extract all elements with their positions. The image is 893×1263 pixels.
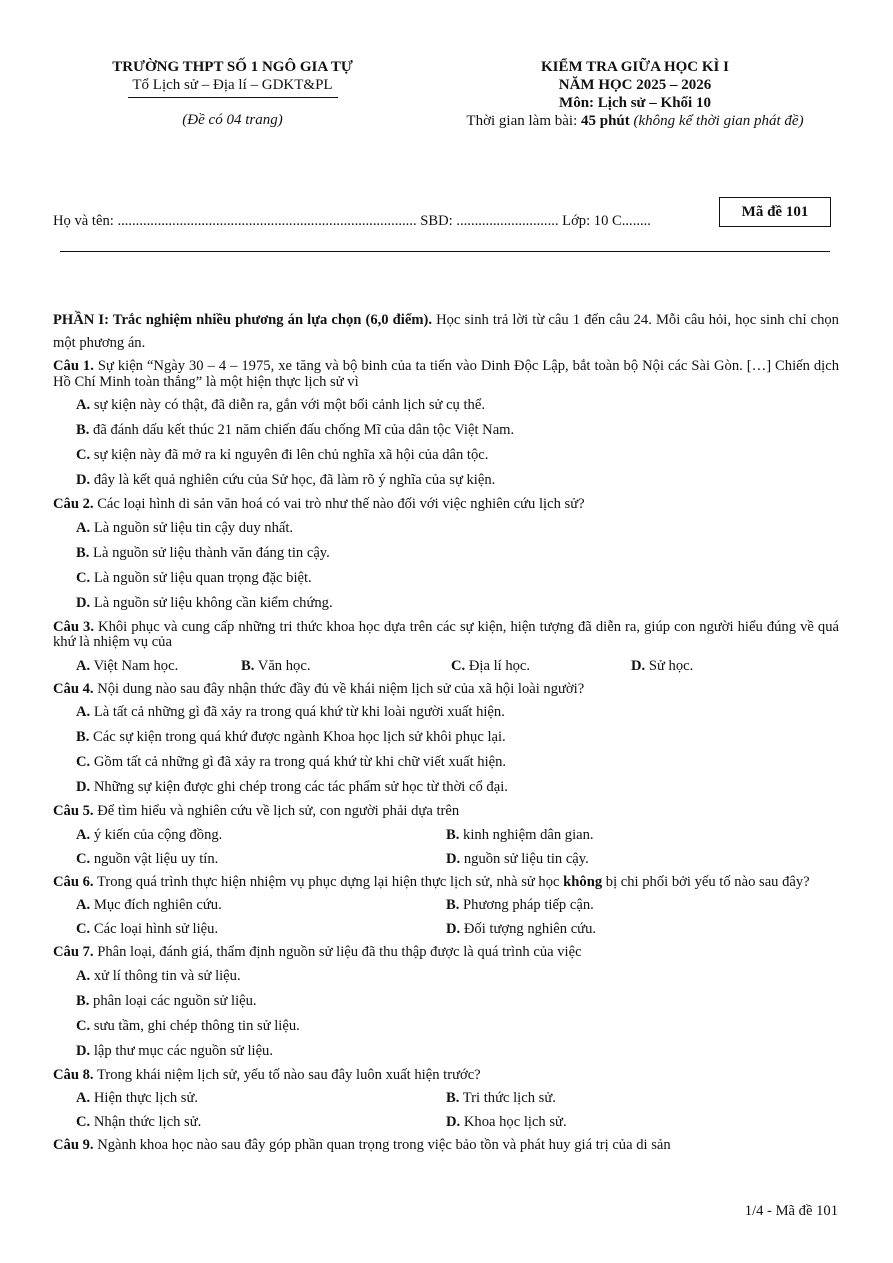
option-text: ý kiến của cộng đồng. xyxy=(93,826,223,843)
option-5b xyxy=(446,823,594,847)
question-label: Câu 9. xyxy=(53,1137,94,1153)
option-3b xyxy=(241,654,451,678)
exam-content xyxy=(53,309,839,1157)
option-key: B. xyxy=(76,422,90,438)
part1-heading xyxy=(53,309,839,355)
option-key: C. xyxy=(76,754,91,770)
option-5a xyxy=(76,823,446,847)
option-8d xyxy=(446,1110,567,1134)
option-7b xyxy=(76,989,839,1014)
option-text: Tri thức lịch sử. xyxy=(462,1090,556,1106)
question-text: Sự kiện “Ngày 30 – 4 – 1975, xe tăng và bộ binh của ta tiến vào Dinh Độc Lập, bắt toàn bộ Nội các Sài Gòn. […] Chiến dịch Hồ Chí Minh toàn thắng” là một hiện thực lịch sử vì xyxy=(53,358,839,390)
option-text: Mục đích nghiên cứu. xyxy=(93,897,222,913)
option-2b xyxy=(76,541,839,566)
option-text: kinh nghiệm dân gian. xyxy=(463,826,594,843)
option-text: Đối tượng nghiên cứu. xyxy=(463,921,597,937)
question-9 xyxy=(53,1134,839,1157)
option-2a xyxy=(76,516,839,541)
header-separator xyxy=(60,251,830,252)
option-key: C. xyxy=(76,921,91,937)
option-key: A. xyxy=(76,397,91,413)
option-3a xyxy=(76,654,241,678)
option-4c xyxy=(76,750,839,775)
option-text: Hiện thực lịch sử. xyxy=(93,1090,199,1106)
option-key: A. xyxy=(76,1090,91,1106)
options-row-6a xyxy=(76,893,839,917)
question-text: Khôi phục và cung cấp những tri thức khoa học dựa trên các sự kiện, hiện tượng đã diễn ra, giúp con người hiểu đúng về quá khứ là nhiệm vụ của xyxy=(53,618,839,650)
option-1d xyxy=(76,468,839,493)
option-text: lập thư mục các nguồn sử liệu. xyxy=(93,1042,274,1059)
option-key: D. xyxy=(446,850,461,867)
option-1b xyxy=(76,418,839,443)
time-label: Thời gian làm bài: xyxy=(466,113,578,129)
option-key: D. xyxy=(446,1114,461,1130)
option-text: đã đánh dấu kết thúc 21 năm chiến đấu chống Mĩ của dân tộc Việt Nam. xyxy=(93,422,515,438)
option-key: B. xyxy=(76,992,90,1009)
option-text: sự kiện này đã mở ra kỉ nguyên đi lên chủ nghĩa xã hội của dân tộc. xyxy=(93,447,489,463)
option-7d xyxy=(76,1039,839,1064)
options-row-8b xyxy=(76,1110,839,1134)
option-key: B. xyxy=(446,897,460,913)
option-5d xyxy=(446,847,589,871)
school-name: TRƯỜNG THPT SỐ 1 NGÔ GIA TỰ xyxy=(112,59,353,75)
option-key: C. xyxy=(451,657,466,674)
subject: Môn: Lịch sử – Khối 10 xyxy=(559,95,711,111)
option-6b xyxy=(446,893,594,917)
option-1c xyxy=(76,443,839,468)
option-4d xyxy=(76,775,839,800)
question-5 xyxy=(53,800,839,823)
header-right xyxy=(420,58,850,130)
option-4a xyxy=(76,700,839,725)
options-row-5a xyxy=(76,823,839,847)
exam-code-box: Mã đề 101 xyxy=(719,197,831,227)
option-key: D. xyxy=(631,657,646,674)
option-text: Văn học. xyxy=(257,657,311,674)
question-4 xyxy=(53,678,839,701)
option-6a xyxy=(76,893,446,917)
question-label: Câu 7. xyxy=(53,944,94,960)
options-row-6b xyxy=(76,917,839,941)
option-text: Là nguồn sử liệu không cần kiểm chứng. xyxy=(93,594,333,611)
question-label: Câu 6. xyxy=(53,873,94,890)
option-6d xyxy=(446,917,596,941)
option-text: đây là kết quả nghiên cứu của Sử học, đã làm rõ ý nghĩa của sự kiện. xyxy=(93,472,496,488)
option-key: A. xyxy=(76,967,91,984)
exam-title: KIỂM TRA GIỮA HỌC KÌ I xyxy=(541,59,729,75)
question-text: Ngành khoa học nào sau đây góp phần quan trọng trong việc bảo tồn và phát huy giá trị của di sản xyxy=(97,1137,671,1153)
option-key: B. xyxy=(76,544,90,561)
page-footer: 1/4 - Mã đề 101 xyxy=(744,1203,838,1219)
question-6 xyxy=(53,871,839,894)
option-8a xyxy=(76,1086,446,1110)
option-text: Các loại hình sử liệu. xyxy=(93,921,219,937)
option-text: sự kiện này có thật, đã diễn ra, gắn với một bối cảnh lịch sử cụ thể. xyxy=(93,397,485,413)
part1-title: PHẦN I: Trắc nghiệm nhiều phương án lựa chọn (6,0 điểm). xyxy=(53,312,432,328)
question-label: Câu 2. xyxy=(53,496,94,512)
option-text: Những sự kiện được ghi chép trong các tác phẩm sử học từ thời cổ đại. xyxy=(93,779,508,795)
option-6c xyxy=(76,917,446,941)
option-key: D. xyxy=(76,472,91,488)
department-name: Tổ Lịch sử – Địa lí – GDKT&PL xyxy=(132,77,333,93)
student-info-line: Họ và tên: .................................................................................. SBD: ............................ Lớp: 10 C........ xyxy=(53,213,651,229)
time-note: (không kể thời gian phát đề) xyxy=(633,113,804,129)
option-key: B. xyxy=(446,826,460,843)
option-3c xyxy=(451,654,631,678)
header-left xyxy=(60,58,405,129)
options-row-5b xyxy=(76,847,839,871)
question-text-after: bị chi phối bởi yếu tố nào sau đây? xyxy=(605,873,810,890)
question-8 xyxy=(53,1064,839,1087)
option-text: Là nguồn sử liệu tin cậy duy nhất. xyxy=(93,519,294,536)
option-key: A. xyxy=(76,519,91,536)
option-text: phân loại các nguồn sử liệu. xyxy=(93,992,257,1009)
option-key: A. xyxy=(76,657,91,674)
time-value: 45 phút xyxy=(581,113,630,129)
option-text: Gồm tất cả những gì đã xảy ra trong quá khứ từ khi chữ viết xuất hiện. xyxy=(93,754,507,770)
option-text: sưu tầm, ghi chép thông tin sử liệu. xyxy=(93,1017,300,1034)
option-key: D. xyxy=(76,594,91,611)
option-key: D. xyxy=(446,921,461,937)
option-text: Sử học. xyxy=(648,657,694,674)
school-year: NĂM HỌC 2025 – 2026 xyxy=(558,77,712,93)
question-text-emphasis: không xyxy=(563,873,603,890)
option-text: Phương pháp tiếp cận. xyxy=(463,897,594,913)
question-label: Câu 3. xyxy=(53,618,94,635)
option-7c xyxy=(76,1014,839,1039)
option-text: Địa lí học. xyxy=(468,657,531,674)
option-key: C. xyxy=(76,1017,91,1034)
option-text: Là tất cả những gì đã xảy ra trong quá khứ từ khi loài người xuất hiện. xyxy=(93,704,505,720)
question-label: Câu 4. xyxy=(53,680,94,697)
option-key: B. xyxy=(446,1090,460,1106)
options-row-8a xyxy=(76,1086,839,1110)
question-1 xyxy=(53,355,839,393)
option-4b xyxy=(76,725,839,750)
option-text: Khoa học lịch sử. xyxy=(463,1114,567,1130)
question-text: Các loại hình di sản văn hoá có vai trò như thế nào đối với việc nghiên cứu lịch sử? xyxy=(97,496,585,512)
question-text: Trong khái niệm lịch sử, yếu tố nào sau đây luôn xuất hiện trước? xyxy=(96,1066,481,1083)
header-underline xyxy=(128,97,338,98)
part1-instruction: Học sinh trả lời từ câu 1 đến câu 24. Mỗi câu hỏi, học sinh chỉ chọn một phương án. xyxy=(53,312,839,351)
question-text: Nội dung nào sau đây nhận thức đầy đủ về khái niệm lịch sử của xã hội loài người? xyxy=(97,680,585,697)
option-2c xyxy=(76,566,839,591)
option-3d xyxy=(631,654,693,678)
option-key: C. xyxy=(76,1114,91,1130)
question-text-before: Trong quá trình thực hiện nhiệm vụ phục dựng lại hiện thực lịch sử, nhà sử học xyxy=(96,873,560,890)
option-text: Nhận thức lịch sử. xyxy=(93,1114,202,1130)
option-8b xyxy=(446,1086,556,1110)
question-label: Câu 5. xyxy=(53,803,94,819)
option-text: Là nguồn sử liệu quan trọng đặc biệt. xyxy=(93,569,312,586)
option-7a xyxy=(76,964,839,989)
option-key: D. xyxy=(76,779,91,795)
question-3 xyxy=(53,616,839,654)
question-7 xyxy=(53,941,839,964)
question-2 xyxy=(53,493,839,516)
question-text: Để tìm hiểu và nghiên cứu về lịch sử, con người phải dựa trên xyxy=(97,803,460,819)
option-key: B. xyxy=(76,729,90,745)
option-text: nguồn vật liệu uy tín. xyxy=(93,850,219,867)
option-key: C. xyxy=(76,569,91,586)
option-text: Việt Nam học. xyxy=(93,657,179,674)
question-label: Câu 1. xyxy=(53,358,94,374)
pages-note: (Đề có 04 trang) xyxy=(182,112,283,128)
option-key: A. xyxy=(76,897,91,913)
option-2d xyxy=(76,591,839,616)
question-label: Câu 8. xyxy=(53,1066,94,1083)
option-text: Là nguồn sử liệu thành văn đáng tin cậy. xyxy=(93,544,330,561)
option-1a xyxy=(76,393,839,418)
option-key: A. xyxy=(76,826,91,843)
option-key: B. xyxy=(241,657,255,674)
option-key: C. xyxy=(76,447,91,463)
option-text: Các sự kiện trong quá khứ được ngành Khoa học lịch sử khôi phục lại. xyxy=(93,729,506,745)
exam-time xyxy=(420,112,850,130)
options-row-3 xyxy=(76,654,839,678)
option-text: xử lí thông tin và sử liệu. xyxy=(93,967,241,984)
option-key: D. xyxy=(76,1042,91,1059)
question-text: Phân loại, đánh giá, thẩm định nguồn sử liệu đã thu thập được là quá trình của việc xyxy=(97,944,582,960)
option-8c xyxy=(76,1110,446,1134)
option-5c xyxy=(76,847,446,871)
option-text: nguồn sử liệu tin cậy. xyxy=(463,850,589,867)
option-key: A. xyxy=(76,704,91,720)
option-key: C. xyxy=(76,850,91,867)
